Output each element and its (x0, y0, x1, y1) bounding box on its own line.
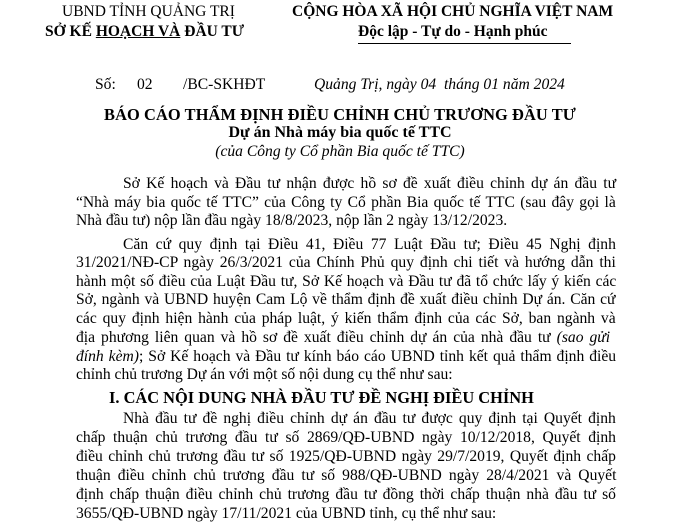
paragraph-line: Sở, ngành và UBND huyện Cam Lộ về thẩm định đề xuất điều chỉnh Dự án. Căn cứ (76, 291, 616, 308)
paragraph-line (76, 348, 616, 366)
section-heading: I. CÁC NỘI DUNG NHÀ ĐẦU TƯ ĐỀ NGHỊ ĐIỀU CHỈNH (109, 388, 534, 407)
paragraph-text: địa phương liên quan và hồ sơ đề xuất điều chỉnh dự án của nhà đầu tư (76, 329, 551, 346)
paragraph-line: chấp thuận chủ trương đầu tư số 2869/QĐ-UBND ngày 10/12/2018, Quyết định (76, 429, 616, 446)
place-date (314, 76, 565, 94)
motto-underline (358, 43, 571, 44)
paragraph-line: Nhà đầu tư đề nghị điều chỉnh dự án đầu tư được quy định tại Quyết định (123, 410, 616, 427)
paragraph-line: 31/2021/NĐ-CP ngày 26/3/2021 của Chính Phủ quy định chi tiết và hướng dẫn thi (76, 254, 616, 271)
national-title: CỘNG HÒA XÃ HỘI CHỦ NGHĨA VIỆT NAM (292, 3, 614, 20)
paragraph-line: định chấp thuận điều chỉnh chủ trương đầu tư đồng thời chấp thuận nhà đầu tư số (76, 486, 616, 503)
paragraph-line: “Nhà máy bia quốc tế TTC” của Công ty Cổ phần Bia quốc tế TTC (sau đây gọi là (76, 194, 616, 211)
paragraph-line: Nhà đầu tư) nộp lần đầu ngày 18/8/2023, nộp lần 2 ngày 13/12/2023. (76, 212, 508, 229)
paragraph-line: hành một số điều của Luật Đầu tư, Sở Kế hoạch và Đầu tư đã tổ chức lấy ý kiến các (76, 273, 617, 290)
doc-number-suffix: /BC-SKHĐT (183, 76, 266, 93)
date-year: năm 2024 (502, 76, 565, 93)
doc-number: 02 (137, 76, 153, 93)
paragraph-line: điều chỉnh chủ trương đầu tư số 1925/QĐ-UBND ngày 29/7/2019, Quyết định chấp (76, 448, 616, 465)
date-month-label: tháng (443, 76, 480, 93)
issuer-province: UBND TỈNH QUẢNG TRỊ (62, 3, 235, 20)
paragraph-line: các quy định hiện hành của pháp luật, ý kiến thẩm định của các Sở, ban ngành và (76, 310, 616, 327)
issuer-department-part1: SỞ KẾ (45, 23, 96, 40)
paragraph-line: Sở Kế hoạch và Đầu tư nhận được hồ sơ đề xuất điều chỉnh dự án đầu tư (123, 175, 617, 192)
issuer-department (45, 23, 244, 41)
project-name: Dự án Nhà máy bia quốc tế TTC (228, 124, 452, 141)
paragraph-text: ; Sở Kế hoạch và Đầu tư kính báo cáo UBND tỉnh kết quả thẩm định điều (138, 348, 617, 365)
national-motto: Độc lập - Tự do - Hạnh phúc (358, 23, 548, 40)
paragraph-line: chỉnh chủ trương Dự án với một số nội dung cụ thể như sau: (76, 366, 453, 383)
issuer-department-part3: ĐẦU TƯ (180, 23, 245, 40)
paragraph-line: thuận điều chỉnh chủ trương đầu tư số 988/QĐ-UBND ngày 28/4/2021 và Quyết (76, 467, 617, 484)
paragraph-line (76, 329, 610, 347)
issuer-department-part2: HOẠCH VÀ (95, 23, 181, 40)
paragraph-italic: đính kèm) (76, 348, 139, 365)
date-month: 01 (483, 76, 499, 93)
paragraph-line: 3655/QĐ-UBND ngày 17/11/2021 của UBND tỉnh, cụ thể như sau: (76, 505, 497, 522)
doc-number-label: Số: (95, 76, 116, 93)
investor-name: (của Công ty Cổ phần Bia quốc tế TTC) (215, 143, 465, 160)
paragraph-italic: (sao gửi (556, 329, 611, 346)
date-day: 04 (420, 76, 437, 93)
paragraph-line: Căn cứ quy định tại Điều 41, Điều 77 Luật Đầu tư; Điều 45 Nghị định (123, 236, 616, 253)
report-title: BÁO CÁO THẨM ĐỊNH ĐIỀU CHỈNH CHỦ TRƯƠNG ĐẦU TƯ (104, 105, 576, 124)
place-date-prefix: Quảng Trị, ngày (314, 76, 417, 93)
